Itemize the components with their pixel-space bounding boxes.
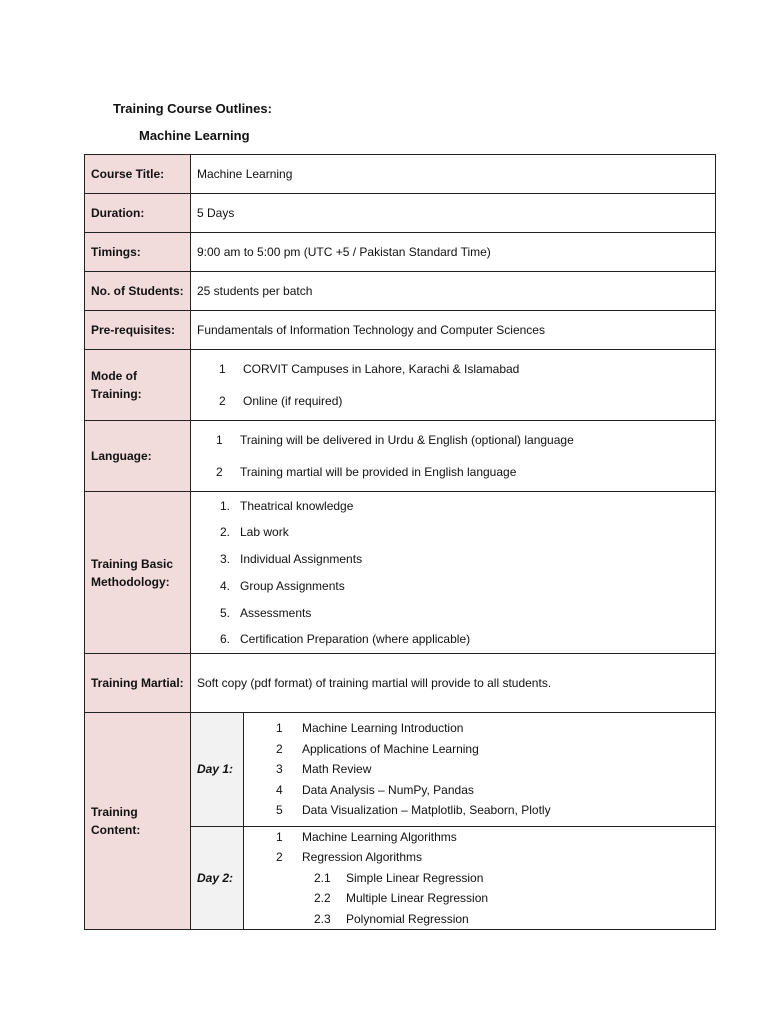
list-number: 2. [219, 525, 230, 540]
list-item [250, 800, 709, 821]
topic-list [250, 827, 709, 930]
row-content [85, 713, 716, 930]
list-number: 2.2 [314, 891, 331, 906]
day-topics [244, 826, 716, 929]
content-value [191, 713, 716, 930]
row-material [85, 654, 716, 713]
day-row [191, 826, 715, 929]
content-table [191, 713, 715, 929]
list-number: 2.1 [314, 870, 331, 885]
list-item [250, 718, 709, 739]
list-number: 6. [219, 632, 230, 647]
list-item [197, 492, 709, 519]
list-item [197, 519, 709, 546]
list-number: 1 [276, 829, 283, 844]
prereq-label: Pre-requisites: [85, 311, 191, 350]
list-text: Polynomial Regression [346, 911, 469, 926]
list-number: 1. [219, 498, 230, 513]
day-topics [244, 713, 716, 826]
list-number: 4 [276, 782, 283, 797]
day-label: Day 1: [191, 713, 244, 826]
list-text: Certification Preparation (where applicable) [240, 632, 471, 647]
row-timings [85, 233, 716, 272]
prereq-value: Fundamentals of Information Technology and Computer Sciences [191, 311, 716, 350]
material-value: Soft copy (pdf format) of training martial will provide to all students. [191, 654, 716, 713]
methodology-list [197, 492, 709, 653]
day-row [191, 713, 715, 826]
list-number: 2 [216, 465, 223, 479]
list-text: Online (if required) [243, 394, 343, 408]
list-item [197, 573, 709, 600]
language-value [191, 421, 716, 492]
list-item [250, 847, 709, 868]
mode-label: Mode of Training: [85, 350, 191, 421]
list-item [250, 868, 709, 889]
list-number: 3 [276, 762, 283, 777]
row-language [85, 421, 716, 492]
list-text: Group Assignments [240, 578, 345, 593]
list-item [250, 739, 709, 760]
list-item [250, 780, 709, 801]
topic-list [250, 718, 709, 821]
language-list [197, 424, 709, 488]
list-item [197, 385, 709, 417]
document-subheading: Machine Learning [139, 128, 250, 143]
course-title-value: Machine Learning [191, 155, 716, 194]
list-item [250, 759, 709, 780]
material-label: Training Martial: [85, 654, 191, 713]
list-text: Multiple Linear Regression [346, 891, 489, 906]
list-text: Data Visualization – Matplotlib, Seaborn, Plotly [302, 803, 551, 818]
content-label: Training Content: [85, 713, 191, 930]
list-number: 2 [276, 850, 283, 865]
list-text: Training will be delivered in Urdu & English (optional) language [240, 433, 574, 447]
timings-label: Timings: [85, 233, 191, 272]
day-label: Day 2: [191, 826, 244, 929]
list-text: Machine Learning Introduction [302, 721, 464, 736]
row-course-title [85, 155, 716, 194]
list-text: Data Analysis – NumPy, Pandas [302, 782, 474, 797]
list-text: Math Review [302, 762, 372, 777]
students-value: 25 students per batch [191, 272, 716, 311]
duration-label: Duration: [85, 194, 191, 233]
list-text: CORVIT Campuses in Lahore, Karachi & Islamabad [243, 362, 520, 376]
list-number: 1 [219, 362, 226, 376]
row-prereq [85, 311, 716, 350]
list-text: Lab work [240, 525, 289, 540]
list-item [197, 626, 709, 653]
list-text: Assessments [240, 605, 312, 620]
list-item [197, 424, 709, 456]
list-number: 5. [219, 605, 230, 620]
mode-value [191, 350, 716, 421]
list-text: Simple Linear Regression [346, 870, 484, 885]
list-number: 1 [216, 433, 223, 447]
list-number: 3. [219, 552, 230, 567]
list-item [197, 546, 709, 573]
list-item [197, 599, 709, 626]
duration-value: 5 Days [191, 194, 716, 233]
list-number: 2.3 [314, 911, 331, 926]
row-mode [85, 350, 716, 421]
course-title-label: Course Title: [85, 155, 191, 194]
mode-list [197, 353, 709, 417]
list-number: 2 [276, 741, 283, 756]
row-duration [85, 194, 716, 233]
language-label: Language: [85, 421, 191, 492]
list-item [250, 827, 709, 848]
list-number: 1 [276, 721, 283, 736]
list-text: Applications of Machine Learning [302, 741, 479, 756]
timings-value: 9:00 am to 5:00 pm (UTC +5 / Pakistan Standard Time) [191, 233, 716, 272]
methodology-value [191, 492, 716, 654]
row-students [85, 272, 716, 311]
students-label: No. of Students: [85, 272, 191, 311]
list-number: 5 [276, 803, 283, 818]
list-text: Theatrical knowledge [240, 498, 354, 513]
list-text: Regression Algorithms [302, 850, 423, 865]
list-item [197, 456, 709, 488]
document-heading: Training Course Outlines: [113, 101, 272, 116]
list-number: 2 [219, 394, 226, 408]
list-text: Machine Learning Algorithms [302, 829, 457, 844]
course-outline-table [84, 154, 716, 930]
list-item [197, 353, 709, 385]
list-text: Training martial will be provided in English language [240, 465, 517, 479]
list-text: Individual Assignments [240, 552, 363, 567]
list-item [250, 909, 709, 930]
list-number: 4. [219, 578, 230, 593]
list-item [250, 888, 709, 909]
methodology-label: Training Basic Methodology: [85, 492, 191, 654]
row-methodology [85, 492, 716, 654]
